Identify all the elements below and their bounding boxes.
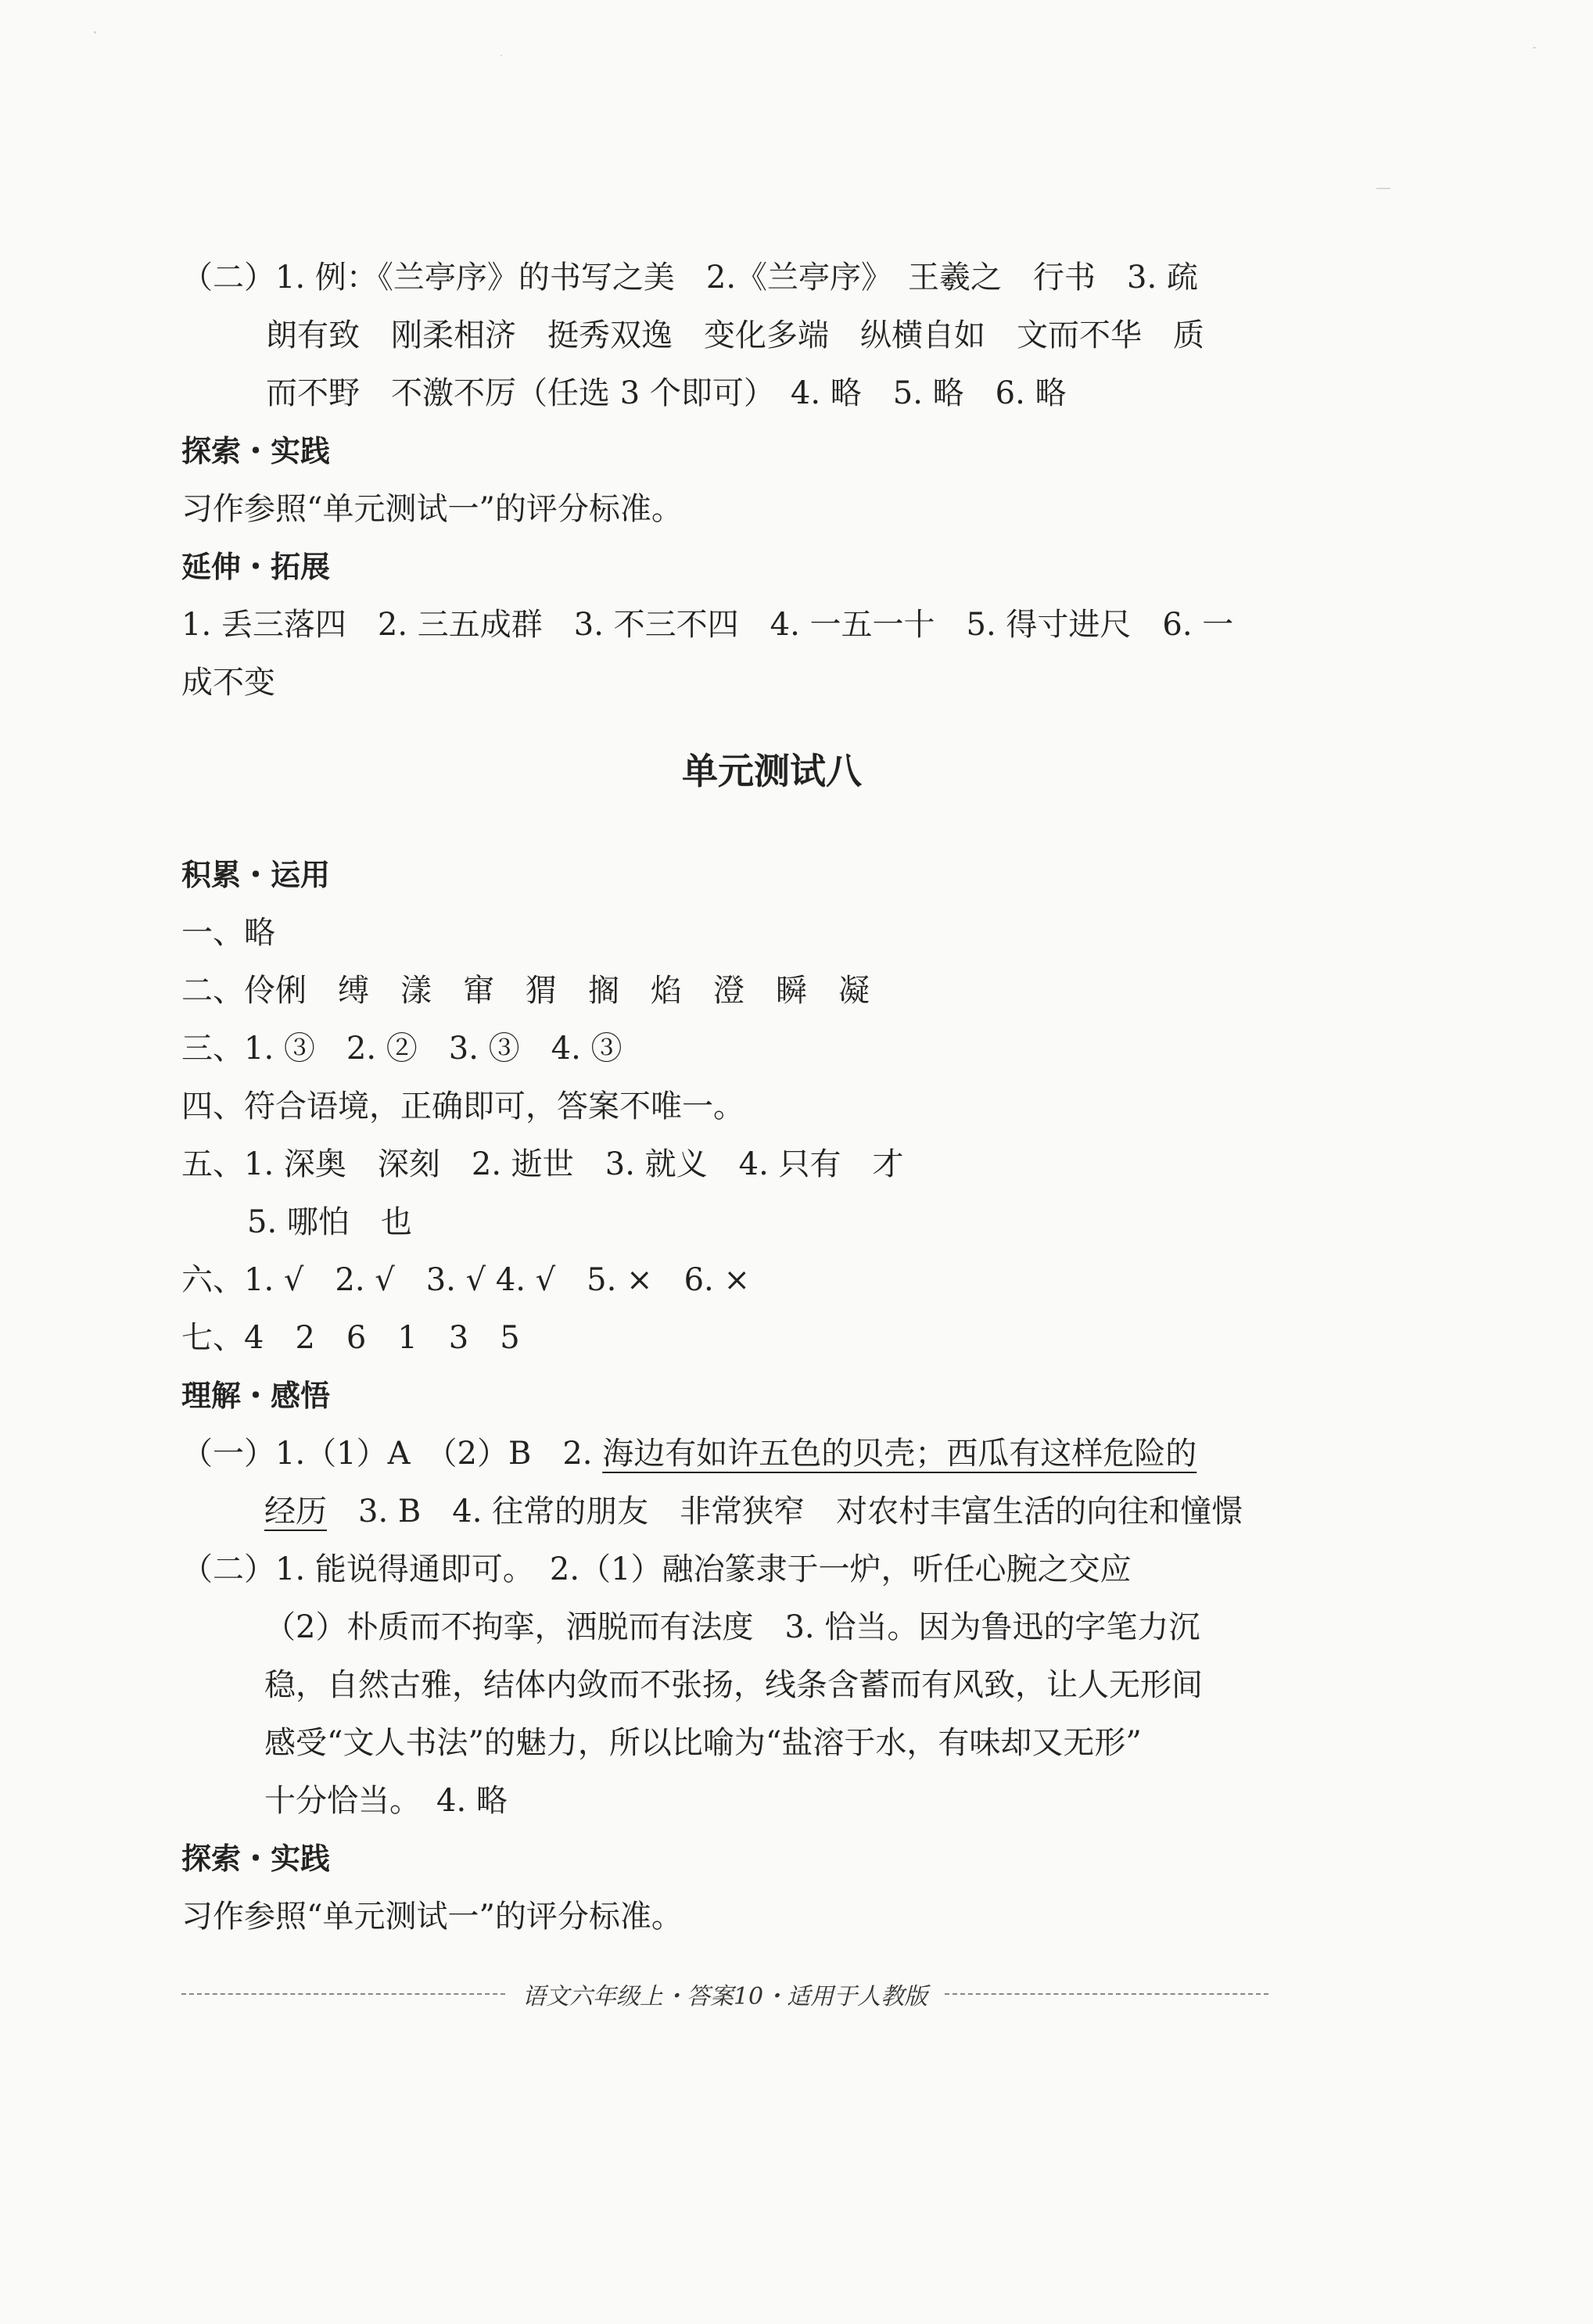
item-1: 一、略 — [181, 915, 275, 951]
item-4: 四、符合语境，正确即可，答案不唯一。 — [181, 1088, 744, 1124]
footer-divider-right — [945, 1993, 1268, 1995]
explore-heading: 探索・实践 — [181, 1842, 331, 1876]
prev-q2-line-1: （二）1. 例：《兰亭序》的书写之美 2.《兰亭序》 王羲之 行书 3. 疏 — [181, 260, 1198, 296]
item-5-cont: 5. 哪怕 也 — [247, 1204, 412, 1240]
page-footer — [181, 1978, 1268, 2010]
q1-line-2 — [181, 1483, 1268, 1540]
unit-title: 单元测试八 — [682, 750, 862, 792]
scan-speck — [1533, 47, 1536, 48]
extend-heading: 延伸・拓展 — [181, 550, 331, 584]
answer-content — [181, 249, 1268, 1946]
item-3: 三、1. ③ 2. ② 3. ③ 4. ③ — [181, 1031, 622, 1067]
extend-line-1: 1. 丢三落四 2. 三五成群 3. 不三不四 4. 一五一十 5. 得寸进尺 6. 一 — [181, 607, 1234, 643]
footer-divider-left — [181, 1993, 505, 1995]
item-2: 二、伶俐 缚 漾 窜 猬 搁 焰 澄 瞬 凝 — [181, 973, 870, 1009]
item-7: 七、4 2 6 1 3 5 — [181, 1320, 520, 1356]
q2-line-5: 十分恰当。 4. 略 — [264, 1783, 508, 1819]
q1-rest: 3. B 4. 往常的朋友 非常狭窄 对农村丰富生活的向往和憧憬 — [327, 1494, 1243, 1530]
item-5: 五、1. 深奥 深刻 2. 逝世 3. 就义 4. 只有 才 — [181, 1146, 904, 1182]
q1-prefix: （一）1.（1）A （2）B 2. — [181, 1436, 603, 1472]
scan-speck — [94, 31, 96, 34]
explore-text: 习作参照“单元测试一”的评分标准。 — [181, 1899, 683, 1935]
understand-heading: 理解・感悟 — [181, 1379, 331, 1413]
scan-speck — [501, 55, 502, 56]
extend-line-2: 成不变 — [181, 665, 275, 701]
q2-line-3: 稳，自然古雅，结体内敛而不张扬，线条含蓄而有风致，让人无形间 — [264, 1667, 1203, 1703]
prev-q2-line-3: 而不野 不激不厉（任选 3 个即可） 4. 略 5. 略 6. 略 — [266, 375, 1067, 411]
prev-explore-text: 习作参照“单元测试一”的评分标准。 — [181, 491, 683, 527]
item-6: 六、1. √ 2. √ 3. √ 4. √ 5. × 6. × — [181, 1262, 750, 1298]
accumulate-heading: 积累・运用 — [181, 858, 331, 892]
q2-line-4: 感受“文人书法”的魅力，所以比喻为“盐溶于水，有味却又无形” — [264, 1725, 1142, 1761]
q1-line-1 — [181, 1425, 1268, 1483]
footer-text: 语文六年级上・答案10・适用于人教版 — [522, 1983, 928, 2010]
scan-speck — [1376, 188, 1390, 189]
q2-line-1: （二）1. 能说得通即可。 2.（1）融冶篆隶于一炉，听任心腕之交应 — [181, 1551, 1132, 1587]
prev-explore-heading: 探索・实践 — [181, 434, 331, 468]
q2-line-2: （2）朴质而不拘挛，洒脱而有法度 3. 恰当。因为鲁迅的字笔力沉 — [264, 1609, 1200, 1645]
q1-underlined-1: 海边有如许五色的贝壳；西瓜有这样危险的 — [602, 1436, 1197, 1472]
q1-underlined-2: 经历 — [264, 1494, 327, 1530]
prev-q2-line-2: 朗有致 刚柔相济 挺秀双逸 变化多端 纵横自如 文而不华 质 — [266, 317, 1204, 353]
